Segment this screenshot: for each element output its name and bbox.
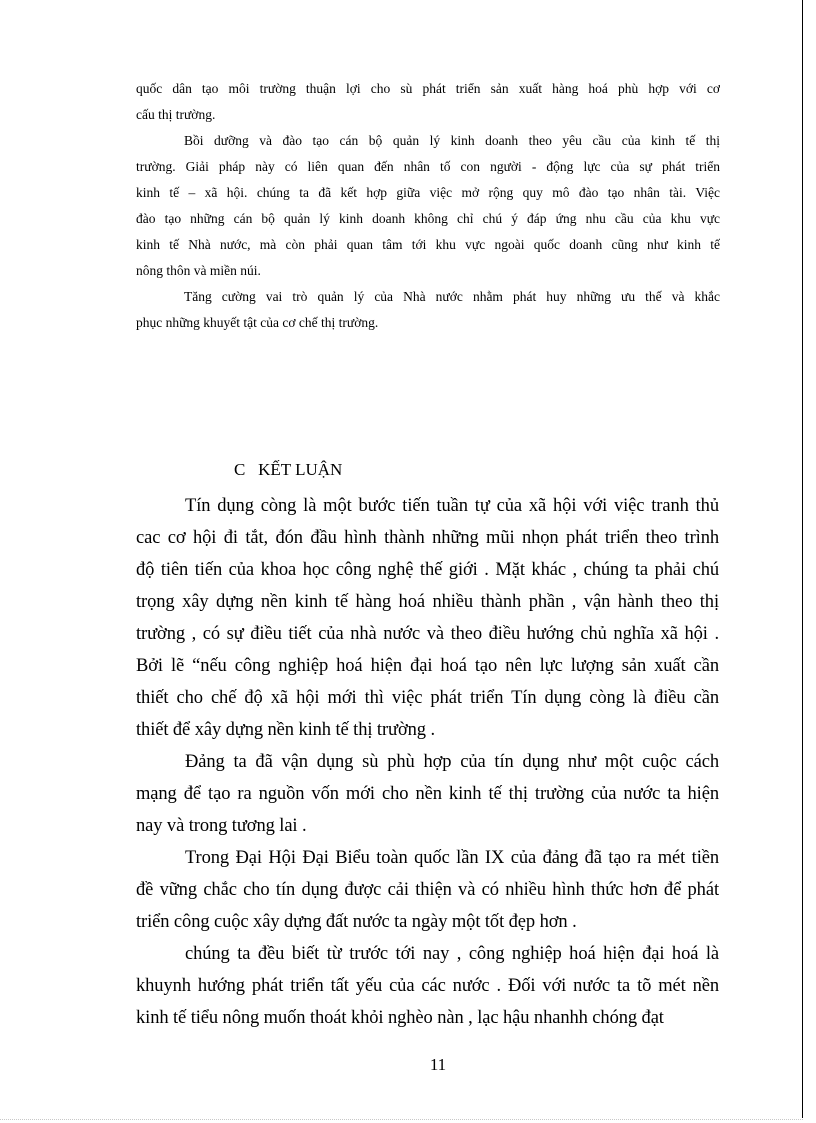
text-line: Bồi dưỡng và đào tạo cán bộ quản lý kinh doanh theo yêu cầu của kinh tế thị: [184, 133, 720, 148]
text-line: trọng xây dựng nền kinh tế hàng hoá nhiều thành phần , vận hành theo thị: [136, 592, 719, 612]
text-line: chúng ta đều biết từ trước tới nay , công nghiệp hoá hiện đại hoá là: [185, 944, 719, 964]
page-number: 11: [429, 1055, 447, 1074]
text-line: Tín dụng còng là một bước tiến tuần tự của xã hội với việc tranh thủ: [185, 496, 719, 516]
text-line: nay và trong tương lai .: [136, 816, 307, 836]
text-line: cấu thị trường.: [136, 107, 216, 122]
text-line: thiết cho chế độ xã hội mới thì việc phát triển Tín dụng còng là điều cần: [136, 688, 719, 708]
text-line: trường , có sự điều tiết của nhà nước và theo điều hướng chủ nghĩa xã hội .: [136, 624, 719, 644]
text-line: nông thôn và miền núi.: [136, 263, 261, 278]
text-line: độ tiên tiến của khoa học công nghệ thế giới . Mặt khác , chúng ta phải chú: [136, 560, 719, 580]
text-line: khuynh hướng phát triển tất yếu của các nước . Đối với nước ta tõ mét nền: [136, 976, 719, 996]
text-line: kinh tế tiểu nông muốn thoát khỏi nghèo nàn , lạc hậu nhanhh chóng đạt: [136, 1008, 664, 1028]
text-line: trường. Giải pháp này có liên quan đến nhân tố con người - động lực của sự phát triển: [136, 159, 720, 174]
text-line: đề vững chắc cho tín dụng được cải thiện và có nhiều hình thức hơn để phát: [136, 880, 719, 900]
page-right-border: [802, 0, 803, 1118]
text-line: phục những khuyết tật của cơ chế thị trường.: [136, 315, 379, 330]
body-text-block-1: [136, 76, 720, 336]
page-bottom-border: [0, 1119, 803, 1120]
text-line: Tăng cường vai trò quản lý của Nhà nước nhằm phát huy những ưu thế và khắc: [184, 289, 720, 304]
text-line: Bởi lẽ “nếu công nghiệp hoá hiện đại hoá tạo nên lực lượng sản xuất cần: [136, 656, 719, 676]
text-line: thiết để xây dựng nền kinh tế thị trường .: [136, 720, 435, 740]
text-line: kinh tế – xã hội. chúng ta đã kết hợp giữa việc mở rộng quy mô đào tạo nhân tài. Việc: [136, 185, 720, 200]
text-line: quốc dân tạo môi trường thuận lợi cho sù phát triển sản xuất hàng hoá phù hợp với cơ: [136, 81, 720, 96]
text-line: đào tạo những cán bộ quản lý kinh doanh không chỉ chú ý đáp ứng nhu cầu của khu vực: [136, 211, 720, 226]
conclusion-text-block: [136, 490, 719, 1034]
text-line: Đảng ta đã vận dụng sù phù hợp của tín dụng như một cuộc cách: [185, 752, 719, 772]
text-line: cac cơ hội đi tắt, đón đầu hình thành những mũi nhọn phát triển theo trình: [136, 528, 719, 548]
text-line: Trong Đại Hội Đại Biểu toàn quốc lần IX của đảng đã tạo ra mét tiền: [185, 848, 719, 868]
text-line: triển công cuộc xây dựng đất nước ta ngày một tốt đẹp hơn .: [136, 912, 577, 932]
text-line: kinh tế Nhà nước, mà còn phải quan tâm tới khu vực ngoài quốc doanh cũng như kinh tế: [136, 237, 720, 252]
section-heading: C KẾT LUẬN: [234, 460, 343, 479]
text-line: mạng để tạo ra nguồn vốn mới cho nền kinh tế thị trường của nước ta hiện: [136, 784, 719, 804]
